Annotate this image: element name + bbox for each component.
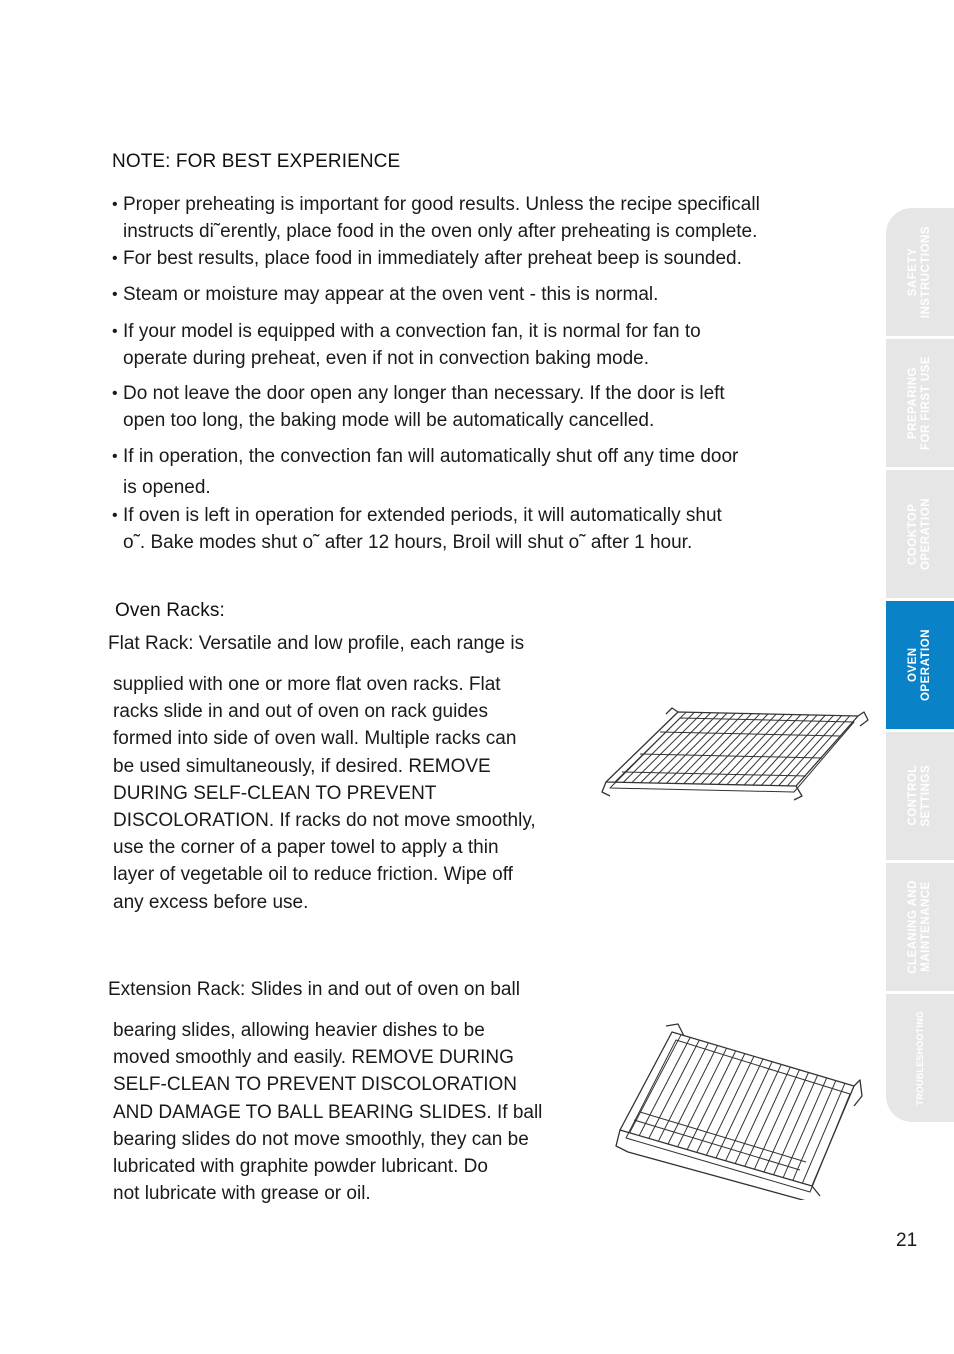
note-bullet-door-open — [112, 381, 892, 434]
flat-rack-lead: Flat Rack: Versatile and low profile, each range is — [108, 633, 525, 654]
bullet-text: If in operation, the convection fan will automatically shut off any time door — [123, 446, 739, 467]
bullet-text: If oven is left in operation for extended periods, it will automatically shut o˜. Bake modes shut o˜ after 12 hours, Broil will shut o˜ after 1 hour. — [123, 505, 722, 553]
bullet-dot: • — [112, 448, 118, 465]
rack-wire — [706, 1056, 754, 1155]
rack-wire — [630, 1035, 682, 1133]
note-bullet-preheating — [112, 192, 892, 245]
rack-wire — [639, 1037, 690, 1135]
extension-rack-illustration — [614, 1020, 864, 1200]
rack-wire — [802, 1083, 845, 1183]
note-bullet-preheat-beep — [112, 246, 892, 273]
tab-label: CLEANING AND MAINTENANCE — [907, 880, 932, 974]
oven-racks-heading: Oven Racks: — [115, 600, 225, 621]
tab-troubleshooting[interactable] — [886, 994, 954, 1122]
rack-wire — [668, 1046, 718, 1145]
tab-label: TROUBLESHOOTING — [914, 1010, 925, 1106]
tab-safety-instructions[interactable] — [886, 208, 954, 336]
tab-label: COOKTOP OPERATION — [907, 497, 932, 570]
bullet-dot: • — [112, 196, 118, 213]
extension-rack-frame-top — [620, 1032, 854, 1186]
tab-control-settings[interactable] — [886, 732, 954, 860]
page-number: 21 — [896, 1230, 918, 1251]
rack-wire — [687, 1051, 736, 1150]
rack-wire — [649, 1040, 700, 1138]
rack-wire — [783, 1078, 827, 1178]
bullet-text: Proper preheating is important for good results. Unless the recipe specificall instructs di˜erently, place food in the oven only after preheating is complete. — [123, 194, 760, 242]
tab-label: SAFETY INSTRUCTIONS — [907, 225, 932, 319]
flat-rack-illustration — [600, 706, 870, 802]
rack-wire — [697, 1054, 745, 1153]
bullet-dot: • — [112, 286, 118, 303]
extension-rack-right-slide — [812, 1080, 862, 1196]
note-heading: NOTE: FOR BEST EXPERIENCE — [112, 151, 401, 172]
note-bullet-fan-shutoff — [112, 444, 892, 471]
bullet-dot: • — [112, 507, 118, 524]
bullet-text: For best results, place food in immediately after preheat beep is sounded. — [123, 248, 742, 269]
tab-preparing-for-first-use[interactable] — [886, 339, 954, 467]
extension-rack-lead: Extension Rack: Slides in and out of oven on ball — [108, 979, 520, 1000]
rack-wire — [793, 1081, 836, 1181]
bullet-text: Steam or moisture may appear at the oven vent - this is normal. — [123, 284, 659, 305]
flat-rack-body: supplied with one or more flat oven racks. Flat racks slide in and out of oven on rack guides formed into side of oven wall. Multiple racks can be used simultaneously, if desired. REMOVE DURING SELF-CLEAN TO PREVENT DISCOLORATION. If racks do not move smoothly, use the corner of a paper towel to apply a thin layer of vegetable oil to reduce friction. Wipe off any excess before use. — [113, 674, 536, 913]
note-bullet-auto-shutoff — [112, 503, 892, 556]
flat-rack-frame-bottom — [610, 718, 854, 792]
bullet-text: If your model is equipped with a convection fan, it is normal for fan to operate during preheat, even if not in convection baking mode. — [123, 321, 701, 369]
tab-label: CONTROL SETTINGS — [907, 765, 932, 827]
tab-cooktop-operation[interactable] — [886, 470, 954, 598]
rack-wire — [658, 1043, 708, 1141]
bullet-text: Do not leave the door open any longer than necessary. If the door is left open too long, the baking mode will be automatically cancelled. — [123, 383, 725, 431]
rack-wire — [678, 1048, 727, 1147]
bullet-dot: • — [112, 250, 118, 267]
tab-label: OVEN OPERATION — [907, 628, 932, 701]
note-bullet-steam — [112, 282, 892, 309]
bullet-dot: • — [112, 323, 118, 340]
extension-rack-frame-bottom — [626, 1040, 850, 1192]
tab-cleaning-and-maintenance[interactable] — [886, 863, 954, 991]
extension-rack-left-slide — [616, 1024, 810, 1200]
bullet-dot: • — [112, 385, 118, 402]
note-bullet-continuation: is opened. — [123, 477, 211, 498]
extension-rack-body: bearing slides, allowing heavier dishes to be moved smoothly and easily. REMOVE DURING SELF-CLEAN TO PREVENT DISCOLORATION AND DAMAGE TO BALL BEARING SLIDES. If ball bearing slides do not move smoothly, they can be lubricated with graphite powder lubricant. Do not lubricate with grease or oil. — [113, 1020, 543, 1205]
tab-label: PREPARING FOR FIRST USE — [907, 355, 932, 451]
tab-oven-operation[interactable] — [886, 601, 954, 729]
note-bullet-convection-fan — [112, 319, 892, 372]
section-tabs — [886, 208, 954, 1122]
